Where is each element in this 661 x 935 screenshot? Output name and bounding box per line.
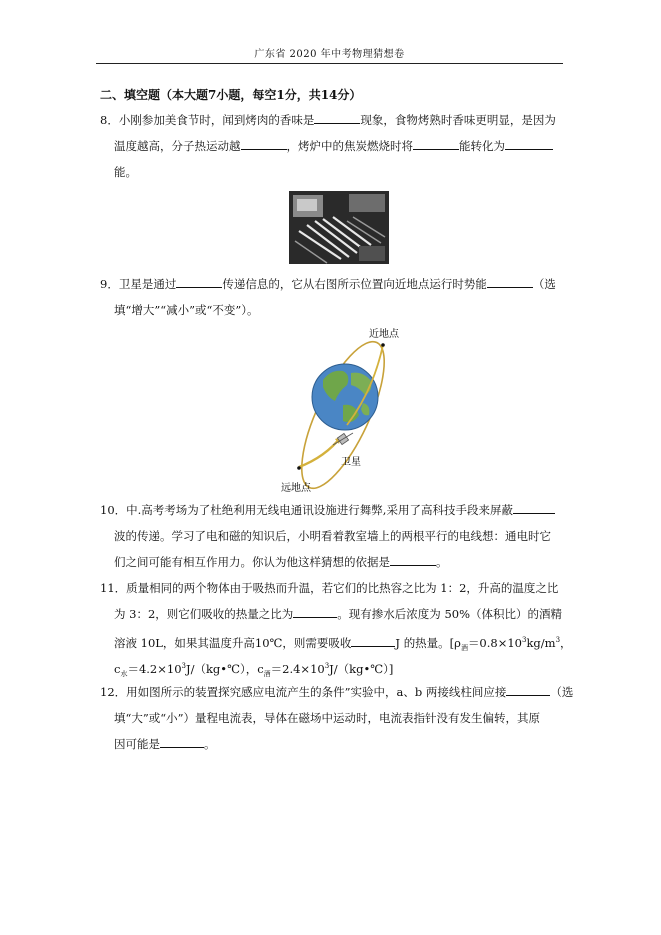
q11-sup-3b: 3 [555,636,561,644]
q9-line1a: 9．卫星是通过 [100,277,177,291]
q11-c-alcohol-value: ＝2.4×10 [270,661,325,676]
label-satellite: 卫星 [341,457,361,468]
section-title: 二、填空题（本大题7小题，每空1分，共14分） [100,88,362,102]
q11-c-water: c [114,661,121,676]
q10-blank-1[interactable] [513,501,555,514]
q8-line2a: 温度越高，分子热运动越 [114,139,241,153]
q8-blank-3[interactable] [413,137,459,150]
q11-c-unit-1: J/（kg•℃），c [185,661,264,676]
q8-blank-4[interactable] [505,137,553,150]
q11-c-water-value: ＝4.2×10 [127,661,182,676]
q11-sub-alcohol-2: 酒 [263,670,271,679]
q12-blank-2[interactable] [160,735,204,748]
question-8 [100,107,566,185]
apogee-point [297,466,301,470]
q8-blank-2[interactable] [241,137,287,150]
question-12 [100,679,574,757]
q9-line1c: （选 [532,277,556,291]
q9-line1b: 传递信息的，它从右图所示位置向近地点运行时势能 [222,277,487,291]
q10-line3b: 。 [436,555,448,569]
q12-line2: 填“大”或“小”）量程电流表，导体在磁场中运动时，电流表指针没有发生偏转，其原 [114,711,541,725]
q11-line3a: 溶液 10L，如果其温度升高10℃，则需要吸收 [114,635,352,650]
q11-density-unit: kg/m [526,635,556,650]
q11-line2b: 。现有掺水后浓度为 50%（体积比）的酒精 [337,607,563,621]
satellite-orbit-diagram [281,325,405,495]
q8-line3: 能。 [114,165,137,179]
q12-line3a: 因可能是 [114,737,160,751]
q10-line1a: 10．中.高考考场为了杜绝利用无线电通讯设施进行舞弊,采用了高科技手段来屏蔽 [100,503,513,517]
q11-sub-water: 水 [120,670,128,679]
question-10 [100,497,566,575]
q12-line1a: 12．用如图所示的装置探究感应电流产生的条件”实验中，a、b 两接线柱间应接 [100,685,507,699]
q9-blank-2[interactable] [487,275,533,288]
q11-sup-3d: 3 [324,662,330,670]
q11-line2a: 为 3：2，则它们吸收的热量之比为 [114,607,294,621]
q10-line3a: 们之间可能有相互作用力。你认为他这样猜想的依据是 [114,555,390,569]
q12-line3b: 。 [204,737,216,751]
q8-line2c: 能转化为 [459,139,505,153]
q11-blank-2[interactable] [351,634,395,647]
q12-blank-1[interactable] [506,683,550,696]
header-title: 广东省 2020 年中考物理猜想卷 [254,49,405,60]
q11-line3b: J 的热量。[ρ [395,635,461,650]
q8-line2b: ，烤炉中的焦炭燃烧时将 [286,139,413,153]
q11-sub-alcohol: 酒 [460,644,468,653]
page-header [96,45,563,64]
q8-line1b: 现象，食物烤熟时香味更明显，是因为 [360,113,556,127]
label-perigee: 近地点 [369,329,399,340]
label-apogee: 远地点 [281,483,311,494]
perigee-point [381,343,385,347]
q8-line1a: 8．小刚参加美食节时，闻到烤肉的香味是 [100,113,315,127]
bbq-grill-photo [289,191,389,264]
q11-density: ＝0.8×10 [467,635,522,650]
question-9 [100,271,566,323]
q11-blank-1[interactable] [293,605,337,618]
q12-line1b: （选 [550,685,574,699]
q8-blank-1[interactable] [314,111,360,124]
q9-line2: 填“增大”“减小”或“不变”）。 [114,303,259,317]
q11-line1: 11．质量相同的两个物体由于吸热而升温，若它们的比热容之比为 1：2，升高的温度之比 [100,581,559,595]
q10-blank-2[interactable] [390,553,436,566]
question-11 [100,575,572,679]
q11-sup-3c: 3 [181,662,186,670]
q11-sup-3a: 3 [522,636,527,644]
q10-line2: 波的传递。学习了电和磁的知识后，小明看着教室墙上的两根平行的电线想：通电时它 [114,529,551,543]
q9-blank-1[interactable] [176,275,222,288]
q11-comma: ， [560,635,572,650]
q11-c-unit-2: J/（kg•℃）] [329,661,394,676]
